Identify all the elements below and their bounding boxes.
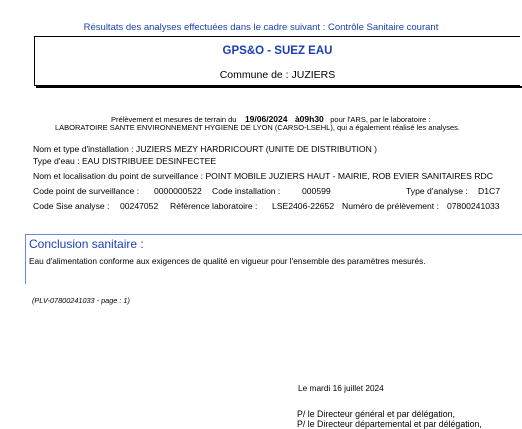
analysis-type-value: D1C7 xyxy=(478,186,500,196)
code-installation-label: Code installation : xyxy=(212,186,281,196)
sampling-time: 09h30 xyxy=(299,114,324,124)
code-sise-label: Code Sise analyse : xyxy=(33,201,110,211)
signature-line-1: P/ le Directeur général et par délégation, xyxy=(297,409,455,419)
header-box-shadow xyxy=(36,86,522,88)
sampling-suffix: pour l'ARS, par le laboratoire : xyxy=(330,115,431,124)
header-box xyxy=(34,36,520,86)
organization-name: GPS&O - SUEZ EAU xyxy=(222,45,333,57)
signature-date: Le mardi 16 juillet 2024 xyxy=(298,383,384,393)
context-line: Résultats des analyses effectuées dans le cadre suivant : Contrôle Sanitaire courant xyxy=(83,22,439,33)
page-reference: (PLV-07800241033 - page : 1) xyxy=(32,296,130,305)
sample-number-label: Numéro de prélèvement : xyxy=(342,201,439,211)
analysis-type-label: Type d'analyse : xyxy=(406,186,468,196)
signature-line-2: P/ le Directeur départemental et par délégation, xyxy=(297,419,482,429)
code-sise-value: 00247052 xyxy=(120,201,159,211)
code-point-value: 0000000522 xyxy=(154,186,202,196)
laboratory-line: LABORATOIRE SANTE ENVIRONNEMENT HYGIENE DE LYON (CARSO-LSEHL), qui a également réalisé les analyses. xyxy=(55,123,460,132)
installation-type-name: Nom et type d'installation : JUZIERS MEZY HARDRICOURT (UNITE DE DISTRIBUTION ) xyxy=(33,144,378,154)
conclusion-box xyxy=(25,234,522,284)
sampling-prefix: Prélèvement et mesures de terrain du xyxy=(111,115,237,124)
lab-ref-value: LSE2406-22652 xyxy=(272,201,335,211)
sample-number-value: 07800241033 xyxy=(447,201,500,211)
lab-ref-label: Référence laboratoire : xyxy=(170,201,258,211)
surveillance-point: Nom et localisation du point de surveillance : POINT MOBILE JUZIERS HAUT - MAIRIE, ROB EVIER SANITAIRES RDC xyxy=(33,171,493,181)
water-type: Type d'eau : EAU DISTRIBUEE DESINFECTEE xyxy=(33,156,217,166)
conclusion-text: Eau d'alimentation conforme aux exigences de qualité en vigueur pour l'ensemble des paramètres mesurés. xyxy=(29,256,426,266)
code-installation-value: 000599 xyxy=(302,186,331,196)
commune-name: Commune de : JUZIERS xyxy=(219,69,336,81)
conclusion-title: Conclusion sanitaire : xyxy=(29,237,144,251)
sampling-at: à xyxy=(294,114,300,124)
code-point-label: Code point de surveillance : xyxy=(33,186,140,196)
sampling-date: 19/06/2024 xyxy=(244,114,288,124)
